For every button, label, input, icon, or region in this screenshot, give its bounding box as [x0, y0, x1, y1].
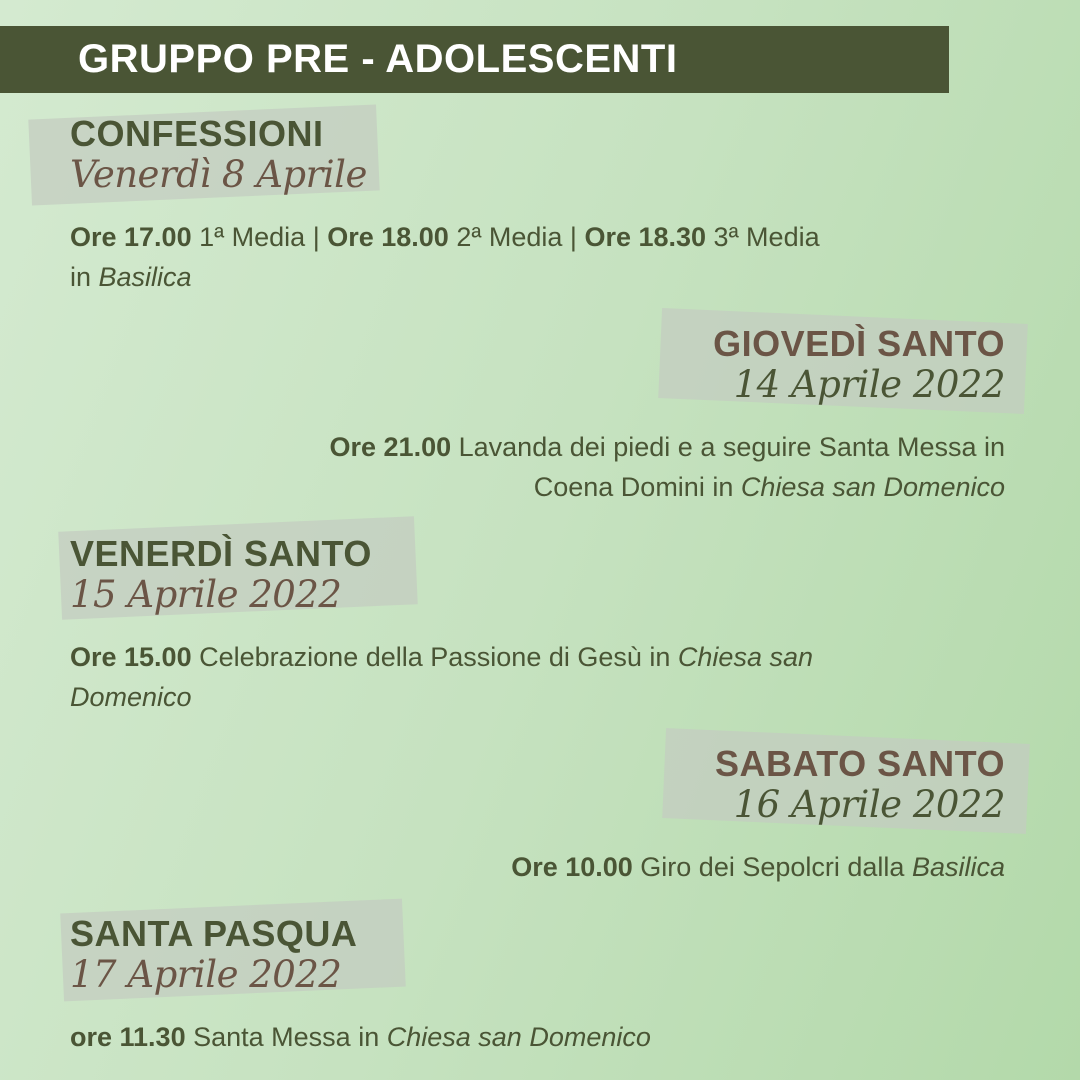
venerdi-schedule — [70, 637, 813, 717]
giovedi-text-1: Lavanda dei piedi e a seguire Santa Messa in — [458, 432, 1005, 462]
pasqua-date: 17 Aprile 2022 — [70, 953, 342, 996]
sabato-schedule — [511, 847, 1005, 887]
confessioni-class-2: 2ª Media — [456, 222, 563, 252]
confessioni-time-1: Ore 17.00 — [70, 222, 192, 252]
separator: | — [312, 222, 320, 252]
giovedi-schedule — [330, 427, 1005, 507]
giovedi-text-2: Coena Domini in — [533, 472, 734, 502]
pasqua-text: Santa Messa in — [193, 1022, 380, 1052]
pasqua-schedule — [70, 1017, 651, 1057]
page-title: GRUPPO PRE - ADOLESCENTI — [78, 37, 678, 81]
venerdi-place-2: Domenico — [70, 682, 192, 712]
venerdi-text: Celebrazione della Passione di Gesù in — [199, 642, 671, 672]
confessioni-schedule — [70, 217, 820, 297]
giovedi-title: GIOVEDÌ SANTO — [713, 323, 1005, 364]
confessioni-time-2: Ore 18.00 — [327, 222, 449, 252]
giovedi-time: Ore 21.00 — [329, 432, 452, 462]
venerdi-date: 15 Aprile 2022 — [70, 573, 342, 616]
confessioni-date: Venerdì 8 Aprile — [70, 153, 367, 196]
giovedi-place: Chiesa san Domenico — [740, 472, 1005, 502]
sabato-text: Giro dei Sepolcri dalla — [640, 852, 905, 882]
in-word: in — [70, 262, 92, 292]
sabato-time: Ore 10.00 — [511, 852, 633, 882]
giovedi-date: 14 Aprile 2022 — [733, 363, 1005, 406]
separator: | — [569, 222, 577, 252]
sabato-title: SABATO SANTO — [714, 743, 1005, 784]
confessioni-class-3: 3ª Media — [713, 222, 820, 252]
pasqua-title: SANTA PASQUA — [70, 913, 358, 954]
pasqua-time: ore 11.30 — [70, 1022, 186, 1052]
sabato-date: 16 Aprile 2022 — [733, 783, 1005, 826]
confessioni-class-1: 1ª Media — [199, 222, 306, 252]
venerdi-time: Ore 15.00 — [70, 642, 192, 672]
confessioni-place: Basilica — [98, 262, 192, 292]
confessioni-time-3: Ore 18.30 — [584, 222, 707, 252]
sabato-place: Basilica — [911, 852, 1005, 882]
venerdi-place-1: Chiesa san — [677, 642, 814, 672]
confessioni-title: CONFESSIONI — [70, 113, 324, 154]
venerdi-title: VENERDÌ SANTO — [70, 533, 372, 574]
pasqua-place: Chiesa san Domenico — [386, 1022, 651, 1052]
